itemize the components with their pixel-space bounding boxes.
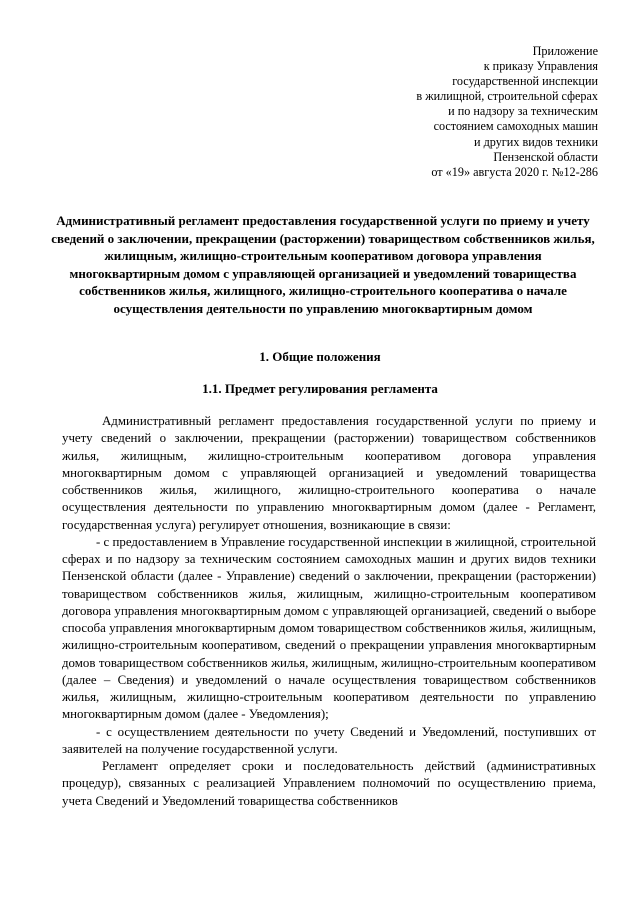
- body-paragraph: Регламент определяет сроки и последовательность действий (административных процедур), связанных с реализацией Управлением полномочий по осуществлению приема, учета Сведений и Уведомлений товарищества собственников: [62, 759, 596, 808]
- appendix-line: состоянием самоходных машин: [433, 119, 598, 134]
- section-heading: 1. Общие положения: [259, 349, 381, 364]
- appendix-line: и других видов техники: [474, 134, 598, 149]
- appendix-line: и по надзору за техническим: [448, 104, 598, 119]
- appendix-line: Пензенской области: [493, 149, 598, 164]
- body-paragraph: - с предоставлением в Управление государственной инспекции в жилищной, строительной сферах и по надзору за техническим состоянием самоходных машин и других видов техники Пензенской области (далее - Управление) сведений о заключении, прекращении (расторжении) товариществом собственников жилья, жилищным, жилищно-строительным кооперативом договора управления многоквартирным домом с управляющей организацией, сведений о выборе способа управления многоквартирным домом товариществом собственников жилья, жилищным, жилищно-строительным кооперативом, сведений о прекращении управления многоквартирным домов товариществом собственников жилья, жилищным, жилищно-строительным кооперативом (далее – Сведения) и уведомлений о начале осуществления товариществом собственников жилья, жилищным, жилищно-строительным кооперативом деятельности по управлению многоквартирным домом (далее - Уведомления);: [62, 534, 596, 722]
- subsection-heading: 1.1. Предмет регулирования регламента: [202, 381, 438, 396]
- document-title: Административный регламент предоставления государственной услуги по приему и учету сведений о заключении, прекращении (расторжении) товариществом собственников жилья, жилищным, жилищно-строительным кооперативом договора управления многоквартирным домом с управляющей организацией и уведомлений товарищества собственников жилья, жилищного, жилищно-строительного кооператива о начале осуществления деятельности по управлению многоквартирным домом: [51, 213, 595, 316]
- appendix-line: государственной инспекции: [452, 74, 598, 89]
- body-paragraph: Административный регламент предоставления государственной услуги по приему и учету сведений о заключении, прекращении (расторжении) товариществом собственников жилья, жилищным, жилищно-строительным кооперативом договора управления многоквартирным домом с управляющей организацией и уведомлений товарищества собственников жилья, жилищного, жилищно-строительного кооператива о начале осуществления деятельности по управлению многоквартирным домом (далее - Регламент, государственная услуга) регулирует отношения, возникающие в связи:: [62, 414, 596, 532]
- document-body: [62, 413, 596, 810]
- appendix-line: от «19» августа 2020 г. №12-286: [431, 164, 598, 179]
- appendix-block: [416, 44, 598, 180]
- body-paragraph: - с осуществлением деятельности по учету Сведений и Уведомлений, поступивших от заявителей на получение государственной услуги.: [62, 724, 596, 756]
- appendix-line: в жилищной, строительной сферах: [416, 89, 598, 104]
- appendix-line: к приказу Управления: [483, 59, 598, 74]
- appendix-line: Приложение: [532, 44, 598, 58]
